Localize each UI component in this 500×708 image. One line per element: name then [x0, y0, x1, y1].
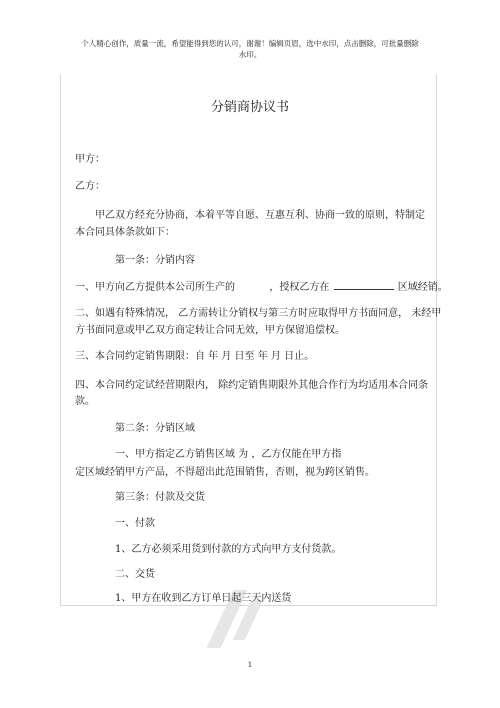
article-3-sub-2: 二、交货 [115, 569, 155, 580]
party-a-label: 甲方： [75, 154, 105, 165]
header-note-line2: 水印。 [238, 50, 262, 59]
document-title: 分销商协议书 [210, 100, 289, 115]
article-1-item-4-line-1: 四、本合同约定试经营期限内， 除约定销售期限外其他合作行为均适用本合同条 [75, 380, 429, 391]
region-blank [334, 279, 394, 290]
article-2-item-1-line-2: 定区域经销甲方产品，不得超出此范围销售，否则，视为跨区销售。 [75, 467, 375, 478]
article-1-item-1-part-c: 区域经销。 [397, 282, 448, 293]
intro-line-2: 本合同具体条款如下： [75, 227, 175, 238]
article-1-heading: 第一条：分销内容 [115, 255, 195, 266]
article-1-item-1 [75, 279, 448, 295]
article-1-item-4-line-2: 款。 [75, 396, 95, 407]
article-2-item-1-line-1: 一、甲方指定乙方销售区域 为 ，乙方仅能在甲方指 [115, 449, 342, 460]
article-1-item-3: 三、本合同约定销售期限：自 年 月 日至 年 月 日止。 [75, 351, 315, 362]
article-1-item-2-line-1: 二、如遇有特殊情况， 乙方需转让分销权与第三方时应取得甲方书面同意， 未经甲 [75, 308, 442, 319]
article-1-item-1-part-b: ，授权乙方在 [269, 282, 330, 293]
article-2-heading: 第二条：分销区域 [115, 423, 195, 434]
article-3-sub-1-item-1: 1、乙方必须采用货到付款的方式向甲方支付货款。 [115, 544, 342, 555]
party-b-label: 乙方： [75, 181, 105, 192]
article-3-sub-1: 一、付款 [115, 518, 155, 529]
page-number: 1 [247, 661, 253, 669]
article-1-item-1-part-a: 一、甲方向乙方提供本公司所生产的 [75, 282, 235, 293]
article-3-heading: 第三条：付款及交货 [115, 492, 205, 503]
header-note-line1: 个人精心创作，质量一流，希望能得到您的认可，谢谢！编辑页眉，选中水印，点击删除，可批量删除 [81, 39, 419, 48]
header-note [60, 38, 440, 60]
article-3-sub-2-item-1: 1、甲方在收到乙方订单日起三天内送货 [115, 593, 292, 604]
intro-line-1: 甲乙双方经充分协商，本着平等自愿、互惠互利、协商一致的原则，特制定 [95, 210, 425, 221]
article-1-item-2-line-2: 方书面同意或甲乙双方商定转让合同无效，甲方保留追偿权。 [75, 325, 345, 336]
